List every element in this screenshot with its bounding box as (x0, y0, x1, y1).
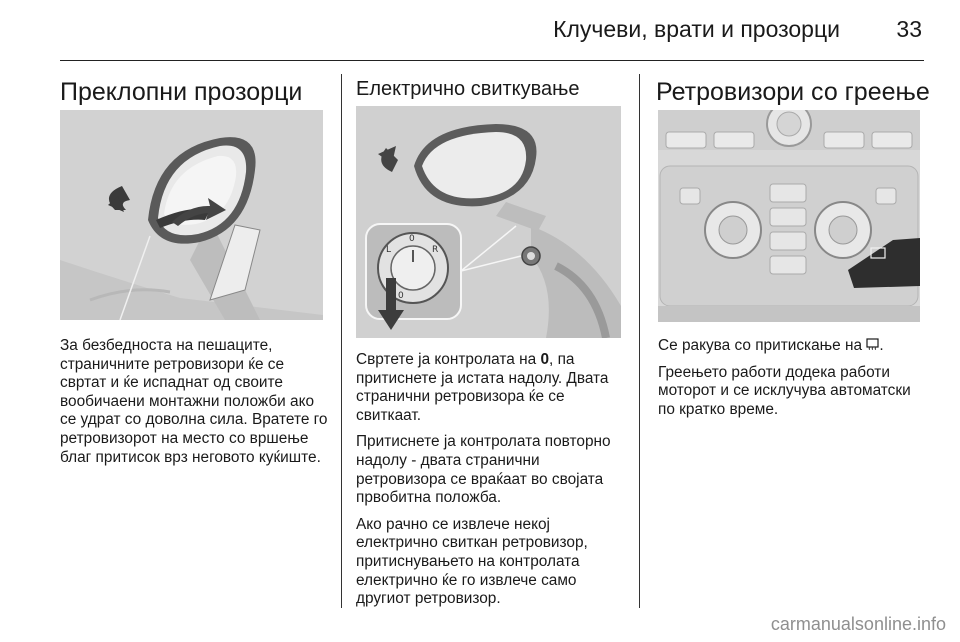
mirror-fold-illustration (60, 110, 323, 320)
section-heated-mirrors (656, 66, 930, 614)
paragraph: За безбедноста на пешаците, страничните ретровизори ќе се свртат и ќе испаднат од своите вообичаени монтажни положби ако се удрат со доволна сила. Вратете го ретровизорот на место со вршење благ притисок врз неговото куќиште. (60, 337, 328, 466)
switch-label-right: R (432, 245, 439, 255)
paragraph: Греењето работи додека работи моторот и се исклучува автоматски по кратко време. (658, 363, 911, 418)
switch-position-zero: 0 (540, 351, 550, 368)
paragraph-text: . (879, 337, 884, 354)
paragraph: Ако рачно се извлече некој електрично свиткан ретровизор, притиснувањето на контролата електрично ќе го извлече само другиот ретровизор. (356, 515, 588, 608)
column-divider (639, 74, 640, 608)
section-title: Ретровизори со греење (656, 78, 930, 106)
switch-label-left: L (386, 245, 392, 255)
paragraph-text: Свртете ја контролата на (356, 351, 541, 368)
paragraph: Притиснете ја контролата повторно надолу - двата странични ретровизора се враќаат во својата првобитна положба. (356, 433, 611, 507)
page-number: 33 (896, 16, 922, 42)
paragraph (658, 337, 922, 356)
watermark: carmanualsonline.info (770, 614, 946, 634)
climate-control-illustration (658, 110, 920, 322)
column-divider (341, 74, 342, 608)
header-title: Клучеви, врати и прозорци (553, 16, 840, 42)
section-folding-mirrors (60, 66, 326, 614)
section-title: Електрично свиткување (356, 78, 580, 100)
section-title: Преклопни прозорци (60, 78, 303, 106)
section-body (658, 337, 922, 427)
mirror-switch-illustration (356, 106, 621, 338)
header-rule (60, 60, 924, 61)
section-body (60, 337, 330, 475)
page-header (60, 0, 924, 60)
rear-window-heating-icon (866, 338, 879, 351)
paragraph (356, 351, 626, 425)
section-body (356, 351, 626, 617)
switch-label-zero: 0 (409, 234, 415, 244)
switch-label-bottom: 0 (398, 291, 404, 301)
section-electric-folding (356, 66, 624, 614)
paragraph-text: Се ракува со притискање на (658, 337, 867, 354)
paragraph-text: , па притиснете ја истата надолу. Двата странични ретровизора ќе се свиткаат. (356, 351, 609, 424)
